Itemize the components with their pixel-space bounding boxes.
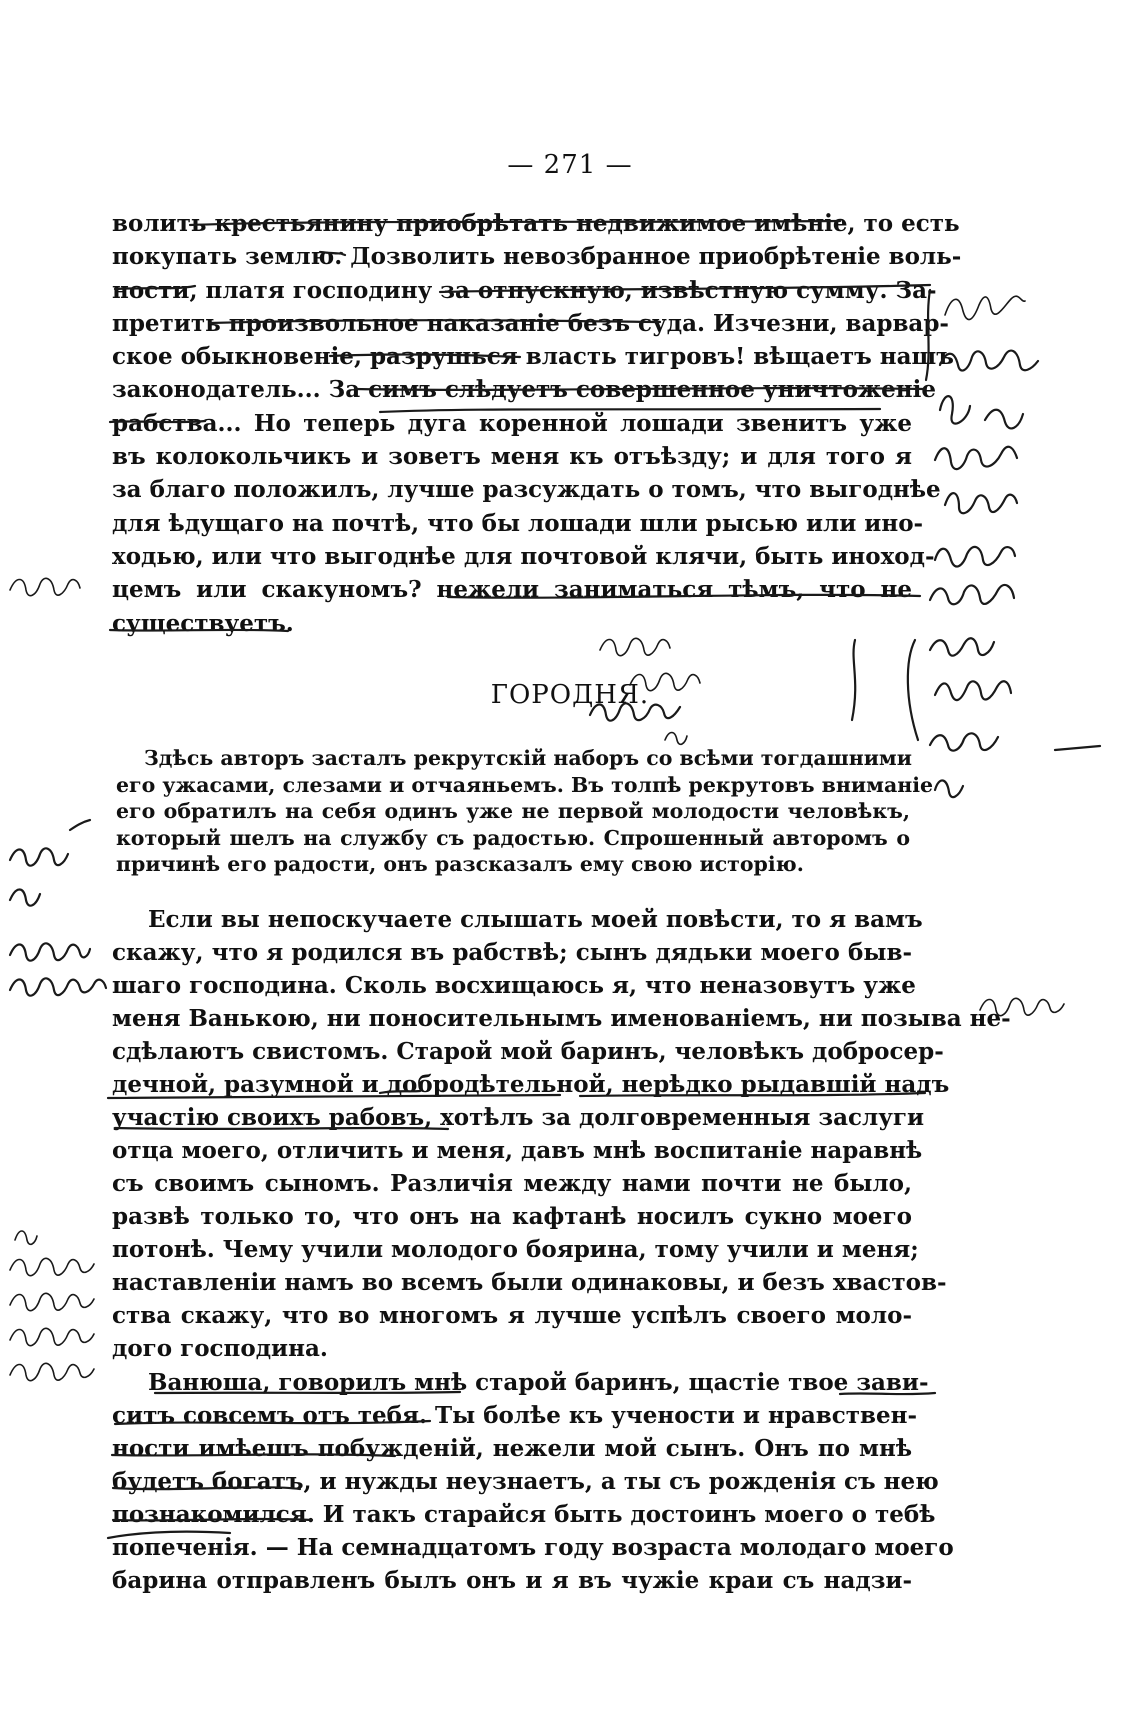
text-line: дечной, разумной и добродѣтельной, нерѣдко рыдавшій надъ <box>112 1071 950 1098</box>
text-line: Ванюша, говорилъ мнѣ старой баринъ, щастіе твое зави- <box>148 1369 929 1396</box>
text-line: участію своихъ рабовъ, хотѣлъ за долговременныя заслуги <box>112 1104 925 1131</box>
text-line: будетъ богатъ, и нужды неузнаетъ, а ты съ рожденія съ нею <box>112 1468 939 1495</box>
text-line: претить произвольное наказаніе безъ суда. Изчезни, варвар- <box>112 309 949 337</box>
paragraph-3 <box>112 903 1011 1365</box>
margin-scribble <box>945 493 1017 513</box>
margin-scribble <box>10 1363 94 1380</box>
margin-scribble <box>10 890 40 906</box>
text-line: рабства... Но теперь дуга коренной лошади звенитъ уже <box>112 409 912 437</box>
margin-scribble <box>945 296 1025 319</box>
margin-scribble <box>930 733 1100 750</box>
text-line: ское обыкновеніе, разрушься власть тигровъ! вѣщаетъ нашъ <box>112 343 954 371</box>
text-line: цемъ или скакуномъ? нежели заниматься тѣмъ, что не <box>112 576 912 604</box>
text-line: наставленіи намъ во всемъ были одинаковы, и безъ хвастов- <box>112 1269 947 1296</box>
text-line: барина отправленъ былъ онъ и я въ чужіе краи съ надзи- <box>112 1567 912 1594</box>
text-line: причинѣ его радости, онъ разсказалъ ему свою исторію. <box>116 852 804 876</box>
margin-scribble <box>600 638 670 655</box>
page-number: — 271 — <box>507 150 633 180</box>
margin-scribble <box>930 638 994 655</box>
text-line: Если вы непоскучаете слышать моей повѣсти, то я вамъ <box>148 906 923 933</box>
text-line: скажу, что я родился въ рабствѣ; сынъ дядьки моего быв- <box>112 939 912 966</box>
text-line: волить крестьянину приобрѣтать недвижимое имѣніе, то есть <box>112 210 960 237</box>
text-line: за благо положилъ, лучше разсуждать о томъ, что выгоднѣе <box>112 476 941 504</box>
margin-scribble <box>10 820 90 866</box>
text-line: съ своимъ сыномъ. Различія между нами почти не было, <box>112 1170 912 1197</box>
text-line: познакомился. И такъ старайся быть достоинъ моего о тебѣ <box>112 1501 936 1528</box>
text-line: Здѣсь авторъ засталъ рекрутскій наборъ со всѣми тогдашними <box>144 746 912 770</box>
text-line: меня Ванькою, ни поносительнымъ именованіемъ, ни позыва не- <box>112 1005 1011 1032</box>
margin-scribble <box>940 351 1038 371</box>
paragraph-4 <box>112 1366 954 1597</box>
text-line: ности, платя господину за отпускную, извѣстную сумму. За- <box>112 276 937 304</box>
text-line: законодатель... За симъ слѣдуетъ совершенное уничтоженіе <box>112 376 937 404</box>
margin-scribble <box>665 733 687 745</box>
margin-scribble <box>10 578 80 595</box>
margin-scribble <box>930 585 1014 604</box>
text-line: ства скажу, что во многомъ я лучше успѣлъ своего моло- <box>112 1302 912 1329</box>
margin-scribble <box>10 978 106 995</box>
margin-scribble <box>10 1231 94 1276</box>
margin-scribble <box>10 1328 94 1345</box>
summary-paragraph <box>116 745 934 878</box>
margin-scribble <box>10 1293 94 1310</box>
text-line: отца моего, отличить и меня, давъ мнѣ воспитаніе наравнѣ <box>112 1137 923 1164</box>
margin-scribble <box>935 547 1015 567</box>
text-line: ности имѣешъ побужденій, нежели мой сынъ. Онъ по мнѣ <box>112 1435 912 1462</box>
section-title: ГОРОДНЯ. <box>490 680 650 710</box>
text-line: потонѣ. Чему учили молодого боярина, тому учили и меня; <box>112 1236 919 1263</box>
text-line: ходью, или что выгоднѣе для почтовой клячи, быть иноход- <box>112 542 935 570</box>
text-line: ситъ совсемъ отъ тебя. Ты болѣе къ учености и нравствен- <box>112 1402 917 1429</box>
paragraph-1 <box>112 207 962 640</box>
text-line: для ѣдущаго на почтѣ, что бы лошади шли рысью или ино- <box>112 509 924 537</box>
margin-scribble <box>940 396 1023 428</box>
text-line: попеченія. — На семнадцатомъ году возраста молодаго моего <box>112 1534 954 1561</box>
text-line: который шелъ на службу съ радостью. Спрошенный авторомъ о <box>116 825 910 850</box>
text-line: покупать землю. Дозволить невозбранное приобрѣтеніе воль- <box>112 243 962 271</box>
text-line: его ужасами, слезами и отчаяньемъ. Въ толпѣ рекрутовъ вниманіе <box>116 772 934 797</box>
margin-scribble <box>935 780 963 797</box>
text-line: дого господина. <box>112 1335 328 1362</box>
text-line: его обратилъ на себя одинъ уже не первой молодости человѣкъ, <box>116 799 910 823</box>
margin-scribble <box>10 943 90 960</box>
text-line: развѣ только то, что онъ на кафтанѣ носилъ сукно моего <box>112 1203 912 1230</box>
text-line: въ колокольчикъ и зоветъ меня къ отъѣзду; и для того я <box>112 443 912 471</box>
text-line: шаго господина. Сколь восхищаюсь я, что неназовутъ уже <box>112 972 916 999</box>
text-line: сдѣлаютъ свистомъ. Старой мой баринъ, человѣкъ добросер- <box>112 1038 944 1065</box>
margin-scribble <box>935 447 1017 469</box>
text-line: существуетъ. <box>112 609 294 637</box>
